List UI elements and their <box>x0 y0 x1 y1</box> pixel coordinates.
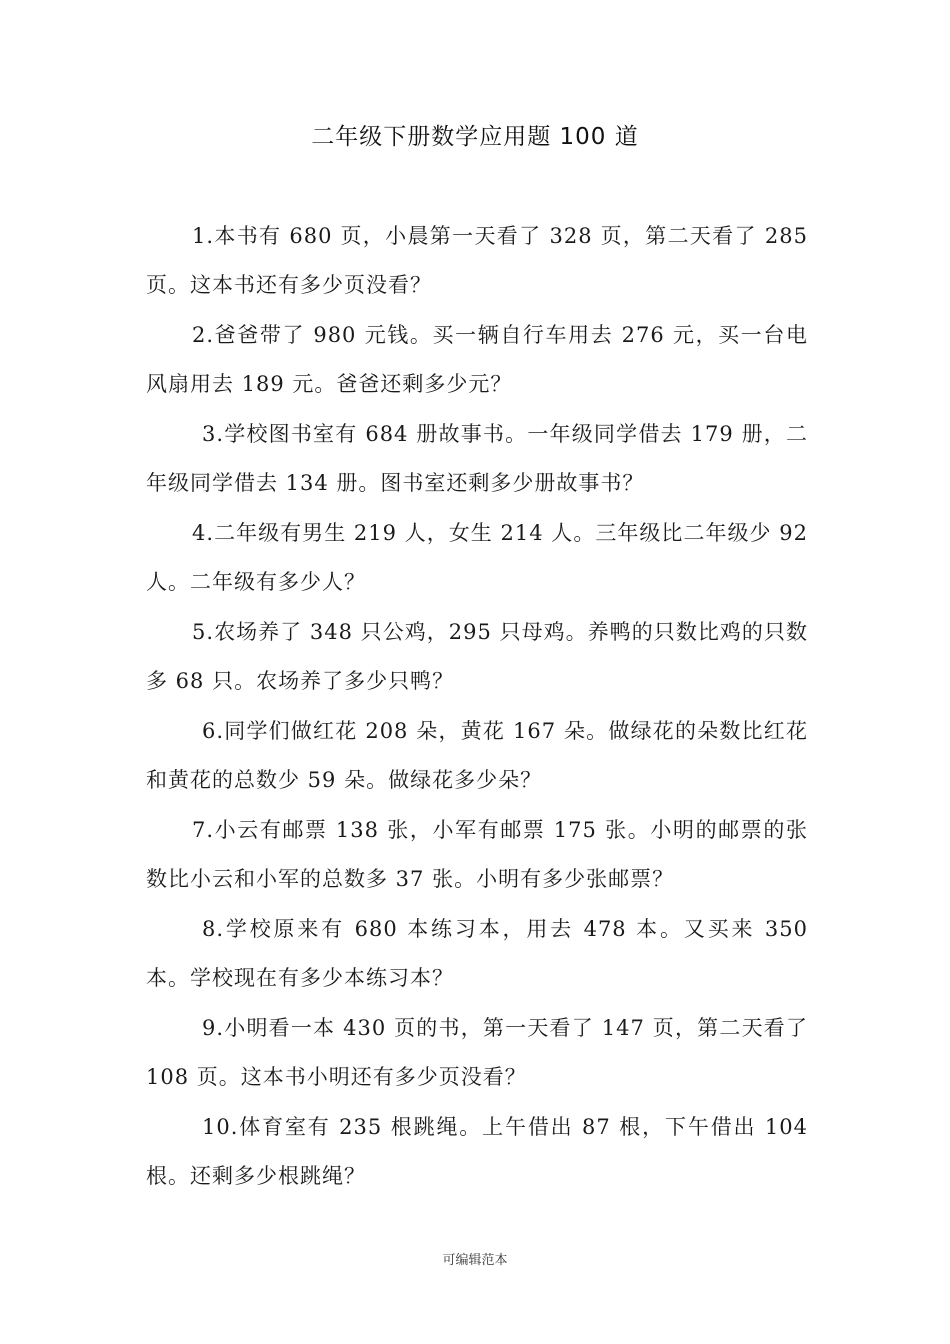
problem-4: 4.二年级有男生 219 人，女生 214 人。三年级比二年级少 92 人。二年级有多少人？ <box>146 521 808 594</box>
page-footer: 可编辑范本 <box>442 1253 508 1268</box>
problem-list <box>146 212 808 1202</box>
problem-6: 6.同学们做红花 208 朵，黄花 167 朵。做绿花的朵数比红花和黄花的总数少 59 朵。做绿花多少朵？ <box>146 719 808 792</box>
problem-5: 5.农场养了 348 只公鸡，295 只母鸡。养鸭的只数比鸡的只数多 68 只。农场养了多少只鸭？ <box>146 620 808 693</box>
problem-1: 1.本书有 680 页，小晨第一天看了 328 页，第二天看了 285 页。这本书还有多少页没看？ <box>146 224 808 297</box>
problem-3: 3.学校图书室有 684 册故事书。一年级同学借去 179 册，二年级同学借去 134 册。图书室还剩多少册故事书？ <box>146 422 808 495</box>
document-title: 二年级下册数学应用题 100 道 <box>311 124 639 150</box>
problem-2: 2.爸爸带了 980 元钱。买一辆自行车用去 276 元，买一台电风扇用去 189 元。爸爸还剩多少元？ <box>146 323 808 396</box>
problem-10: 10.体育室有 235 根跳绳。上午借出 87 根，下午借出 104 根。还剩多少根跳绳？ <box>146 1115 808 1188</box>
problem-8: 8.学校原来有 680 本练习本，用去 478 本。又买来 350 本。学校现在有多少本练习本？ <box>146 917 808 990</box>
problem-7: 7.小云有邮票 138 张，小军有邮票 175 张。小明的邮票的张数比小云和小军的总数多 37 张。小明有多少张邮票？ <box>146 818 808 891</box>
problem-9: 9.小明看一本 430 页的书，第一天看了 147 页，第二天看了 108 页。这本书小明还有多少页没看？ <box>146 1016 808 1089</box>
